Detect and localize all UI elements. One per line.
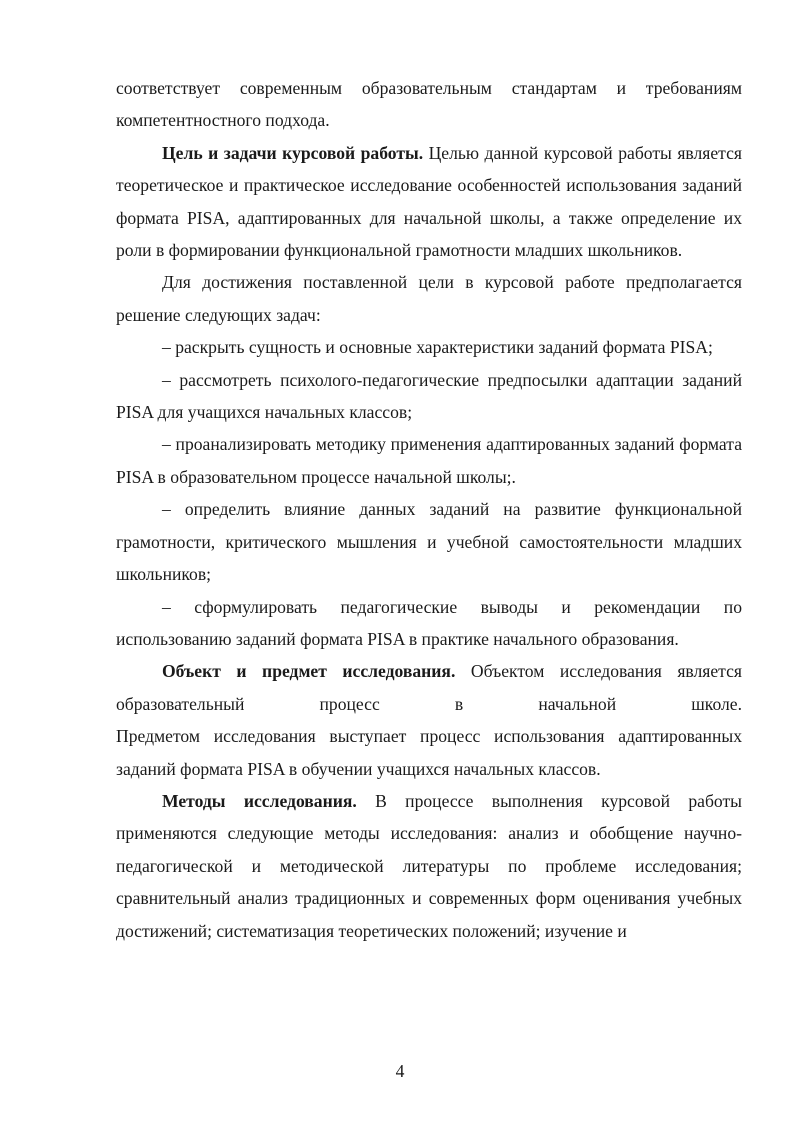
paragraph-object-subject <box>116 655 742 720</box>
heading-object-subject: Объект и предмет исследования. <box>162 661 456 682</box>
heading-goal: Цель и задачи курсовой работы. <box>162 142 424 163</box>
task-item: – рассмотреть психолого-педагогические предпосылки адаптации заданий PISA для учащихся начальных классов; <box>116 369 742 423</box>
goal-text: Целью данной курсовой работы является теоретическое и практическое исследование особенностей использования заданий формата PISA, адаптированных для начальной школы, а также определение их роли в формировании функциональной грамотности младших школьников. <box>116 142 742 261</box>
task-item: – раскрыть сущность и основные характеристики заданий формата PISA; <box>162 337 713 358</box>
page-number: 4 <box>395 1061 405 1081</box>
paragraph-subject-text: Предметом исследования выступает процесс использования адаптированных заданий формата PISA в обучении учащихся начальных классов. <box>116 726 742 779</box>
object-text: Объектом исследования является образовательный процесс в начальной школе. <box>116 661 742 714</box>
paragraph-goal <box>116 137 742 267</box>
paragraph-tasks-intro: Для достижения поставленной цели в курсовой работе предполагается решение следующих задач: <box>116 272 742 325</box>
task-item: – проанализировать методику применения адаптированных заданий формата PISA в образовательном процессе начальной школы;. <box>116 434 742 487</box>
document-page <box>116 72 742 947</box>
task-item: – определить влияние данных заданий на развитие функциональной грамотности, критического мышления и учебной самостоятельности младших школьников; <box>116 499 742 585</box>
methods-text: В процессе выполнения курсовой работы применяются следующие методы исследования: анализ и обобщение научно-педагогической и методической литературы по проблеме исследования; сравнительный анализ традиционных и современных форм оценивания учебных достижений; систематизация теоретических положений; изучение и <box>116 790 742 941</box>
paragraph-methods <box>116 785 742 947</box>
heading-methods: Методы исследования. <box>162 790 357 811</box>
task-item: – сформулировать педагогические выводы и рекомендации по использованию заданий формата PISA в практике начального образования. <box>116 596 742 649</box>
paragraph-intro-continuation: соответствует современным образовательным стандартам и требованиям компетентностного подхода. <box>116 78 742 131</box>
